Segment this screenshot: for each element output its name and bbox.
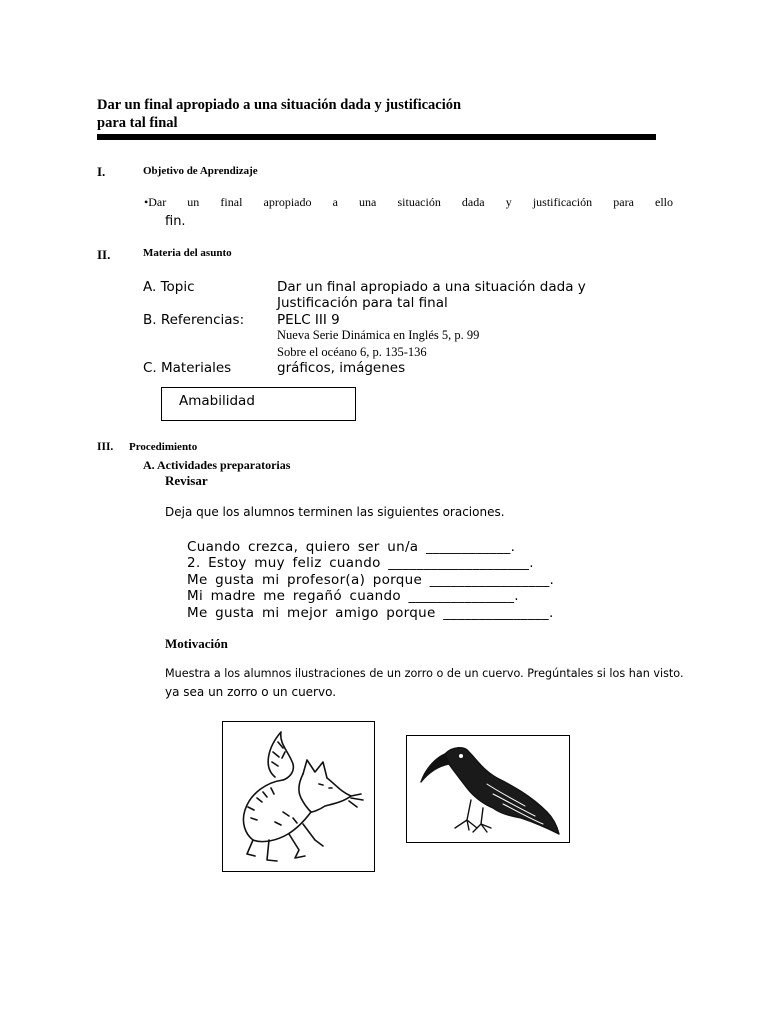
- section-2-heading: Materia del asunto: [143, 247, 232, 259]
- section-1-heading: Objetivo de Aprendizaje: [143, 165, 258, 177]
- references-label: B. Referencias:: [143, 312, 245, 328]
- topic-label: A. Topic: [143, 279, 195, 295]
- title-rule: [97, 134, 656, 140]
- sentence-item: Cuando crezca, quiero ser un/a ____________.: [187, 539, 516, 555]
- section-1-numeral: I.: [97, 164, 106, 179]
- topic-value-2: Justificación para tal final: [277, 295, 448, 311]
- reference-3: Sobre el océano 6, p. 135-136: [277, 345, 427, 359]
- title-line-1: Dar un final apropiado a una situación dada y justificación: [97, 97, 462, 113]
- document-title: [97, 96, 517, 132]
- motivacion-heading: Motivación: [165, 636, 228, 651]
- sentence-item: Me gusta mi profesor(a) porque _________________.: [187, 572, 555, 588]
- motivacion-text-2: ya sea un zorro o un cuervo.: [165, 685, 337, 699]
- sentence-item: 2. Estoy muy feliz cuando ____________________.: [187, 555, 534, 571]
- revisar-heading: Revisar: [165, 473, 208, 488]
- fox-image: [222, 721, 375, 872]
- sentence-item: Me gusta mi mejor amigo porque _______________.: [187, 605, 554, 621]
- reference-2: Nueva Serie Dinámica en Inglés 5, p. 99: [277, 328, 480, 342]
- fox-icon: [223, 722, 374, 871]
- reference-1: PELC III 9: [277, 312, 340, 328]
- sentence-item: Mi madre me regañó cuando _______________.: [187, 588, 519, 604]
- materials-label: C. Materiales: [143, 360, 232, 376]
- topic-value-1: Dar un final apropiado a una situación dada y: [277, 279, 586, 295]
- title-line-2: para tal final: [97, 115, 178, 131]
- sentence-instruction: Deja que los alumnos terminen las siguientes oraciones.: [165, 505, 505, 519]
- objective-text-cont: fin.: [165, 214, 186, 229]
- materials-value: gráficos, imágenes: [277, 360, 406, 376]
- objective-text: •Dar un final apropiado a una situación dada y justificación para ello: [144, 195, 673, 209]
- section-2-numeral: II.: [97, 247, 111, 262]
- crow-image: [406, 735, 570, 843]
- value-box-text: Amabilidad: [179, 393, 255, 409]
- motivacion-text-1: Muestra a los alumnos ilustraciones de un zorro o de un cuervo. Pregúntales si los han visto.: [165, 667, 684, 680]
- preparatory-activities-heading: A. Actividades preparatorias: [143, 458, 291, 472]
- crow-icon: [407, 736, 569, 842]
- section-3-heading: Procedimiento: [129, 441, 198, 453]
- section-3-numeral: III.: [97, 441, 114, 453]
